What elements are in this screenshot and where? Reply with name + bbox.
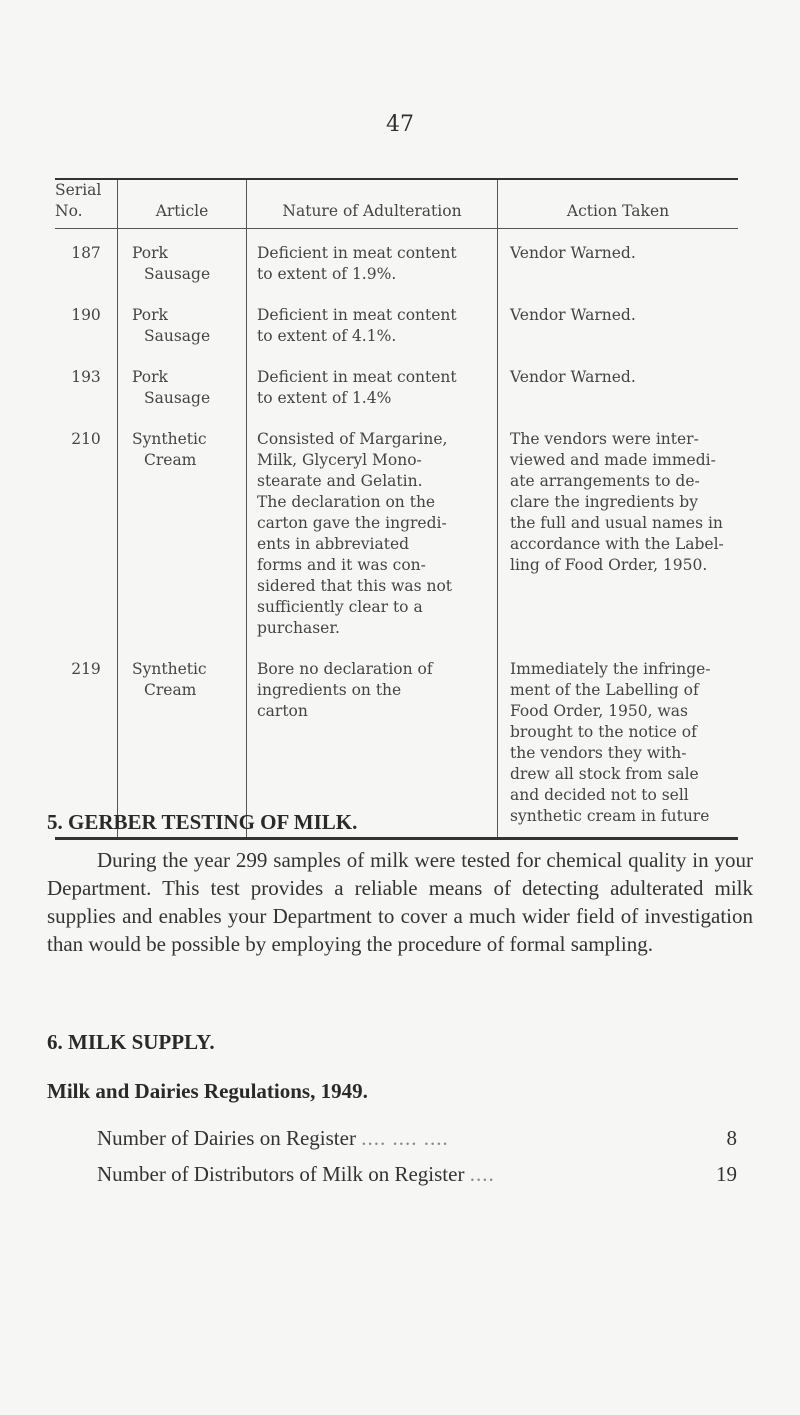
- line: synthetic cream in future: [510, 807, 710, 825]
- line: Sausage: [144, 389, 211, 407]
- table-row: [55, 353, 738, 415]
- cell-article: [118, 229, 247, 292]
- table-header: [55, 179, 738, 229]
- cell-nature: [247, 229, 498, 292]
- register-row-dairies: [97, 1126, 737, 1151]
- line: the vendors they with-: [510, 744, 687, 762]
- cell-serial: 210: [55, 415, 118, 645]
- register-value: 19: [716, 1162, 737, 1186]
- line: Deficient in meat content: [257, 368, 457, 386]
- section-5-heading: 5. GERBER TESTING OF MILK.: [47, 810, 358, 834]
- line: Pork: [132, 306, 168, 324]
- register-label-text: Number of Distributors of Milk on Register: [97, 1162, 465, 1186]
- line: purchaser.: [257, 619, 340, 637]
- cell-article: [118, 353, 247, 415]
- register-label-text: Number of Dairies on Register: [97, 1126, 356, 1150]
- line: stearate and Gelatin.: [257, 472, 423, 490]
- line: Pork: [132, 244, 168, 262]
- register-label: [97, 1126, 449, 1151]
- register-label: [97, 1162, 495, 1187]
- cell-serial: 219: [55, 645, 118, 839]
- cell-serial: 187: [55, 229, 118, 292]
- adulteration-table-wrap: [55, 178, 735, 840]
- header-nature: Nature of Adulteration: [247, 179, 498, 229]
- cell-nature: [247, 415, 498, 645]
- line: and decided not to sell: [510, 786, 689, 804]
- adulteration-table: [55, 178, 738, 840]
- line: Synthetic: [132, 660, 207, 678]
- line: to extent of 1.9%.: [257, 265, 397, 283]
- line: Bore no declaration of: [257, 660, 433, 678]
- cell-nature: [247, 291, 498, 353]
- line: Cream: [144, 681, 197, 699]
- line: the full and usual names in: [510, 514, 723, 532]
- cell-action: [498, 415, 739, 645]
- line: ling of Food Order, 1950.: [510, 556, 708, 574]
- page-number: 47: [386, 112, 414, 137]
- line: accordance with the Label-: [510, 535, 724, 553]
- cell-serial: 190: [55, 291, 118, 353]
- cell-action: [498, 291, 739, 353]
- section-6-heading: 6. MILK SUPPLY.: [47, 1030, 215, 1054]
- header-serial-line-2: No.: [55, 202, 83, 220]
- line: carton: [257, 702, 308, 720]
- cell-action: [498, 353, 739, 415]
- register-value: 8: [726, 1126, 737, 1150]
- table-row: [55, 229, 738, 292]
- leader-dots: .... .... ....: [361, 1126, 449, 1150]
- line: drew all stock from sale: [510, 765, 699, 783]
- line: ingredients on the: [257, 681, 402, 699]
- line: sidered that this was not: [257, 577, 453, 595]
- cell-action: [498, 645, 739, 839]
- header-article: Article: [118, 179, 247, 229]
- line: Sausage: [144, 265, 211, 283]
- register-row-distributors: [97, 1162, 737, 1187]
- line: viewed and made immedi-: [510, 451, 716, 469]
- regulations-subheading: Milk and Dairies Regulations, 1949.: [47, 1079, 368, 1103]
- line: Cream: [144, 451, 197, 469]
- cell-article: [118, 291, 247, 353]
- line: Consisted of Margarine,: [257, 430, 448, 448]
- line: Immediately the infringe-: [510, 660, 711, 678]
- line: Sausage: [144, 327, 211, 345]
- line: Vendor Warned.: [510, 368, 636, 386]
- line: Vendor Warned.: [510, 306, 636, 324]
- table-row: [55, 291, 738, 353]
- line: ment of the Labelling of: [510, 681, 699, 699]
- leader-dots: ....: [469, 1162, 495, 1186]
- line: clare the ingredients by: [510, 493, 698, 511]
- line: Food Order, 1950, was: [510, 702, 688, 720]
- line: Deficient in meat content: [257, 306, 457, 324]
- line: to extent of 4.1%.: [257, 327, 397, 345]
- line: Synthetic: [132, 430, 207, 448]
- line: Deficient in meat content: [257, 244, 457, 262]
- cell-action: [498, 229, 739, 292]
- line: to extent of 1.4%: [257, 389, 392, 407]
- header-serial: [55, 179, 118, 229]
- header-serial-line-1: Serial: [55, 181, 102, 199]
- table-row: [55, 415, 738, 645]
- line: forms and it was con-: [257, 556, 426, 574]
- header-action: Action Taken: [498, 179, 739, 229]
- table-body: [55, 229, 738, 839]
- line: ents in abbreviated: [257, 535, 410, 553]
- line: Pork: [132, 368, 168, 386]
- line: Milk, Glyceryl Mono-: [257, 451, 422, 469]
- section-5-paragraph: During the year 299 samples of milk were tested for chemical quality in your Department. This test provides a reliable means of detecting adulterated milk supplies and enables your Department to cover a much wider field of investigation than would be possible by employing the procedure of formal sampling.: [47, 848, 753, 956]
- line: brought to the notice of: [510, 723, 697, 741]
- cell-serial: 193: [55, 353, 118, 415]
- line: The declaration on the: [257, 493, 436, 511]
- line: ate arrangements to de-: [510, 472, 700, 490]
- line: sufficiently clear to a: [257, 598, 423, 616]
- line: Vendor Warned.: [510, 244, 636, 262]
- cell-nature: [247, 353, 498, 415]
- line: carton gave the ingredi-: [257, 514, 447, 532]
- cell-article: [118, 415, 247, 645]
- line: The vendors were inter-: [510, 430, 699, 448]
